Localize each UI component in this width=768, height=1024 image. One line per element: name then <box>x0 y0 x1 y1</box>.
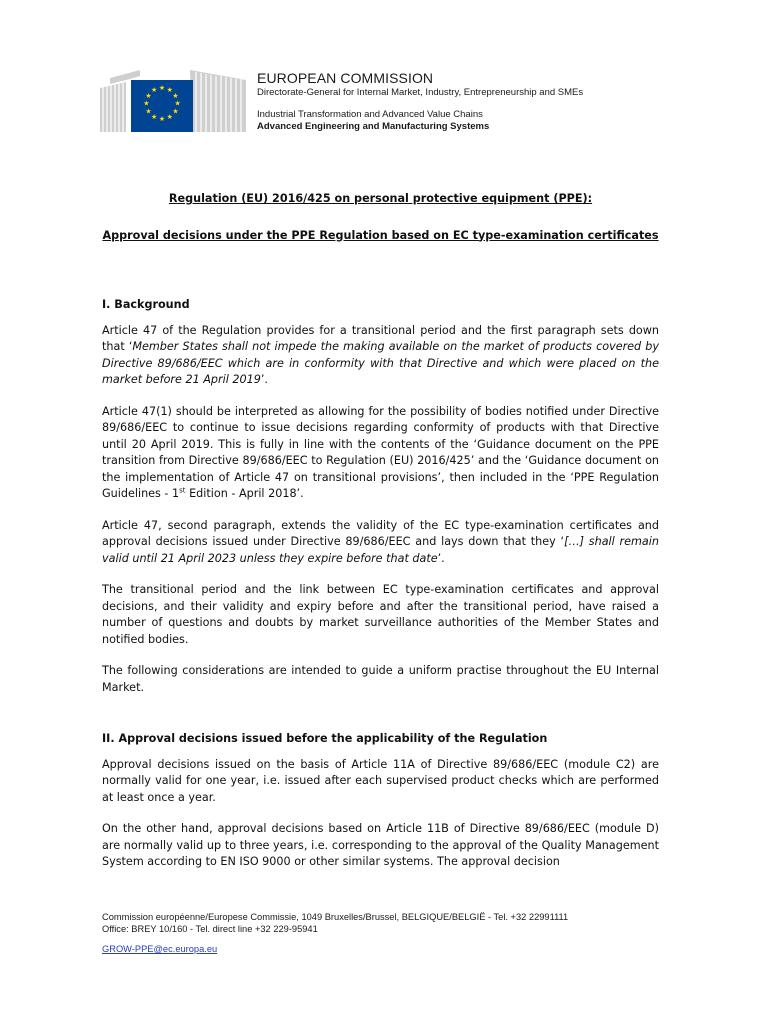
section2-paragraph2: On the other hand, approval decisions based on Article 11B of Directive 89/686/EEC (module D) are normally valid up to three years, i.e. corresponding to the approval of the Quality Management System according to EN ISO 9000 or other similar systems. The approval decision <box>102 822 659 868</box>
header-directorate-general: Directorate-General for Internal Market, Industry, Entrepreneurship and SMEs <box>257 87 584 98</box>
svg-text:★: ★ <box>158 84 166 92</box>
section1-paragraph1: Article 47 of the Regulation provides for a transitional period and the first paragraph sets down that ‘Member States shall not impede the making available on the market of products covered by Directive 89/686/EEC which are in conformity with that Directive and which were placed on the market before 21 April 2019’. <box>102 323 659 386</box>
section1-paragraph4: The transitional period and the link between EC type-examination certificates and approval decisions, and their validity and expiry before and after the transitional period, have raised a number of questions and doubts by market surveillance authorities of the Member States and notified bodies. <box>102 583 659 646</box>
header-organization: EUROPEAN COMMISSION <box>257 70 434 86</box>
document-body <box>102 191 659 886</box>
svg-text:★: ★ <box>158 115 166 124</box>
header-directorate: Industrial Transformation and Advanced Value Chains <box>257 109 483 120</box>
section1-heading: I. Background <box>102 298 190 311</box>
svg-text:★: ★ <box>151 113 158 122</box>
svg-text:★: ★ <box>166 113 173 122</box>
european-commission-logo <box>100 66 246 134</box>
document-title-line1: Regulation (EU) 2016/425 on personal protective equipment (PPE): <box>168 192 593 205</box>
document-title-line2: Approval decisions under the PPE Regulation based on EC type-examination certificates <box>102 228 659 242</box>
svg-text:★: ★ <box>143 99 150 108</box>
section1-paragraph3: Article 47, second paragraph, extends the validity of the EC type-examination certificates and approval decisions issued under Directive 89/686/EEC and lays down that they ‘[…] shall remain valid until 21 April 2023 unless they expire before that date’. <box>102 518 659 565</box>
footer-office: Office: BREY 10/160 - Tel. direct line +32 229-95941 <box>102 923 318 934</box>
footer-email-link[interactable]: GROW-PPE@ec.europa.eu <box>102 944 218 954</box>
section2-paragraph1: Approval decisions issued on the basis of Article 11A of Directive 89/686/EEC (module C2) are normally valid for one year, i.e. issued after each supervised product checks which are performed at least once a year. <box>102 757 659 804</box>
section1-paragraph5: The following considerations are intended to guide a uniform practise throughout the EU Internal Market. <box>102 664 659 694</box>
header-unit: Advanced Engineering and Manufacturing Systems <box>257 121 490 132</box>
svg-text:★: ★ <box>145 107 152 116</box>
section2-heading: II. Approval decisions issued before the applicability of the Regulation <box>102 732 548 745</box>
svg-text:★: ★ <box>166 86 173 95</box>
svg-text:★: ★ <box>151 86 158 95</box>
svg-text:★: ★ <box>172 107 179 116</box>
footer <box>102 912 568 956</box>
svg-text:★: ★ <box>174 99 181 108</box>
svg-text:★: ★ <box>145 91 152 100</box>
svg-text:★: ★ <box>172 91 179 100</box>
section1-paragraph2: Article 47(1) should be interpreted as allowing for the possibility of bodies notified under Directive 89/686/EEC to continue to issue decisions regarding conformity of products with that Directive until 20 April 2019. This is fully in line with the contents of the ‘Guidance document on the PPE transition from Directive 89/686/EEC to Regulation (EU) 2016/425’ and the ‘Guidance document on the implementation of Article 47 on transitional provisions’, then included in the ‘PPE Regulation Guidelines - 1st Edition - April 2018’. <box>102 404 659 500</box>
footer-address: Commission européenne/Europese Commissie, 1049 Bruxelles/Brussel, BELGIQUE/BELGIË - Tel. +32 22991111 <box>102 912 569 922</box>
